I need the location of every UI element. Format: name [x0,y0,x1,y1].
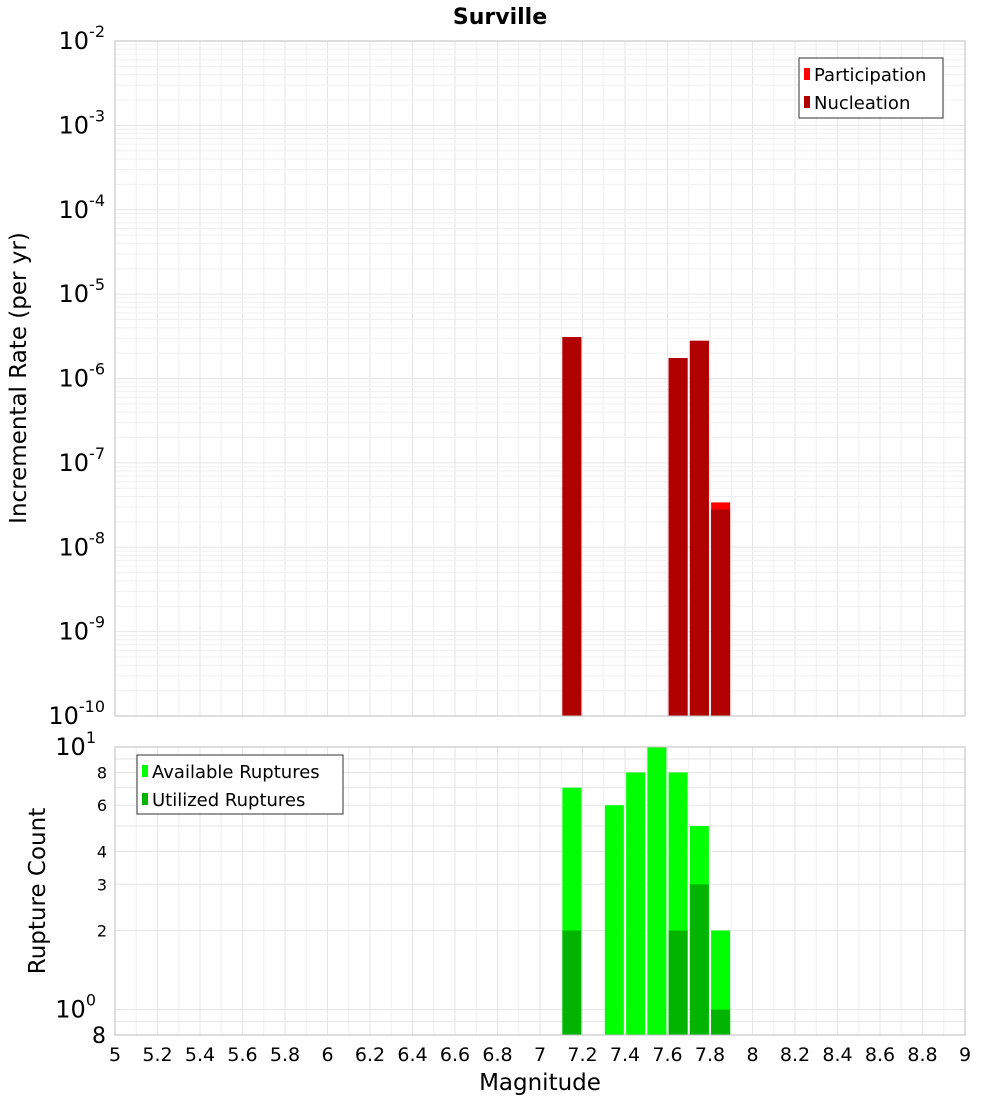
x-tick-label: 6.2 [354,1044,386,1066]
count-y-tick-label: 4 [96,842,107,862]
magnitude-x-ticks [109,1044,971,1066]
rate-y-tick-label: $10^{-4}$ [58,190,105,224]
rate-plot [6,22,965,730]
count-y-ticks [55,728,107,1049]
chart-title: Surville [452,5,548,30]
available-ruptures-bar [605,805,624,1035]
rate-y-tick-label: $10^{-10}$ [48,697,105,730]
x-tick-label: 7.4 [609,1044,641,1066]
count-y-power-label: $10^0$ [55,990,96,1024]
count-y-tick-label: 8 [96,763,107,783]
utilized-ruptures-bar [669,931,688,1035]
x-tick-label: 6.6 [439,1044,471,1066]
count-legend-swatch [142,765,148,777]
count-y-tick-label: 3 [96,875,107,895]
x-tick-label: 9 [958,1044,972,1066]
x-tick-label: 6 [321,1044,334,1066]
count-legend [137,755,343,814]
x-tick-label: 7.2 [567,1044,598,1066]
utilized-ruptures-bar [711,1010,730,1035]
x-tick-label: 5.4 [184,1044,216,1066]
nucleation-bar [711,510,730,716]
x-tick-label: 8 [746,1044,759,1066]
rate-legend [799,58,943,118]
x-tick-label: 5.8 [269,1044,301,1066]
count-legend-swatch [142,793,148,805]
rate-plot-grid [115,41,965,716]
rate-y-tick-label: $10^{-7}$ [58,443,105,477]
nucleation-bar [669,358,688,716]
x-tick-label: 6.4 [397,1044,428,1066]
count-legend-label: Available Ruptures [152,762,320,783]
count-y-tick-label: 6 [96,796,107,816]
rate-legend-label: Participation [814,65,927,86]
x-tick-label: 5.2 [142,1044,173,1066]
rate-y-tick-label: $10^{-3}$ [58,106,105,140]
x-tick-label: 8.8 [907,1044,938,1066]
x-tick-label: 5 [108,1044,122,1066]
x-tick-label: 5.6 [227,1044,258,1066]
nucleation-bar [690,341,709,716]
rate-y-tick-label: $10^{-6}$ [58,359,105,393]
x-axis-title: Magnitude [479,1070,601,1096]
rate-y-tick-label: $10^{-8}$ [58,528,105,562]
x-tick-label: 7.6 [652,1044,683,1066]
count-legend-label: Utilized Ruptures [152,790,306,811]
x-tick-label: 7.8 [694,1044,726,1066]
nucleation-bar [562,337,581,716]
count-plot [25,728,971,1096]
count-y-tick-label: 8 [92,1024,106,1049]
x-tick-label: 7 [533,1044,547,1066]
count-y-axis-title: Rupture Count [25,807,51,975]
rate-y-tick-label: $10^{-5}$ [58,275,105,309]
rate-y-axis-title: Incremental Rate (per yr) [6,232,32,524]
x-tick-label: 8.4 [822,1044,853,1066]
rate-legend-label: Nucleation [814,93,911,114]
x-tick-label: 8.6 [864,1044,896,1066]
rate-y-ticks [48,22,105,730]
utilized-ruptures-bar [562,931,581,1035]
rate-legend-swatch [804,68,810,80]
count-y-power-label: $10^1$ [55,728,96,761]
rate-legend-swatch [804,96,810,108]
x-tick-label: 8.2 [779,1044,811,1066]
utilized-ruptures-bar [690,884,709,1035]
rate-y-tick-label: $10^{-9}$ [58,612,105,646]
available-ruptures-bar [626,772,645,1035]
x-tick-label: 6.8 [482,1044,513,1066]
count-y-tick-label: 2 [96,921,107,941]
available-ruptures-bar [647,747,666,1035]
rate-y-tick-label: $10^{-2}$ [58,22,105,55]
